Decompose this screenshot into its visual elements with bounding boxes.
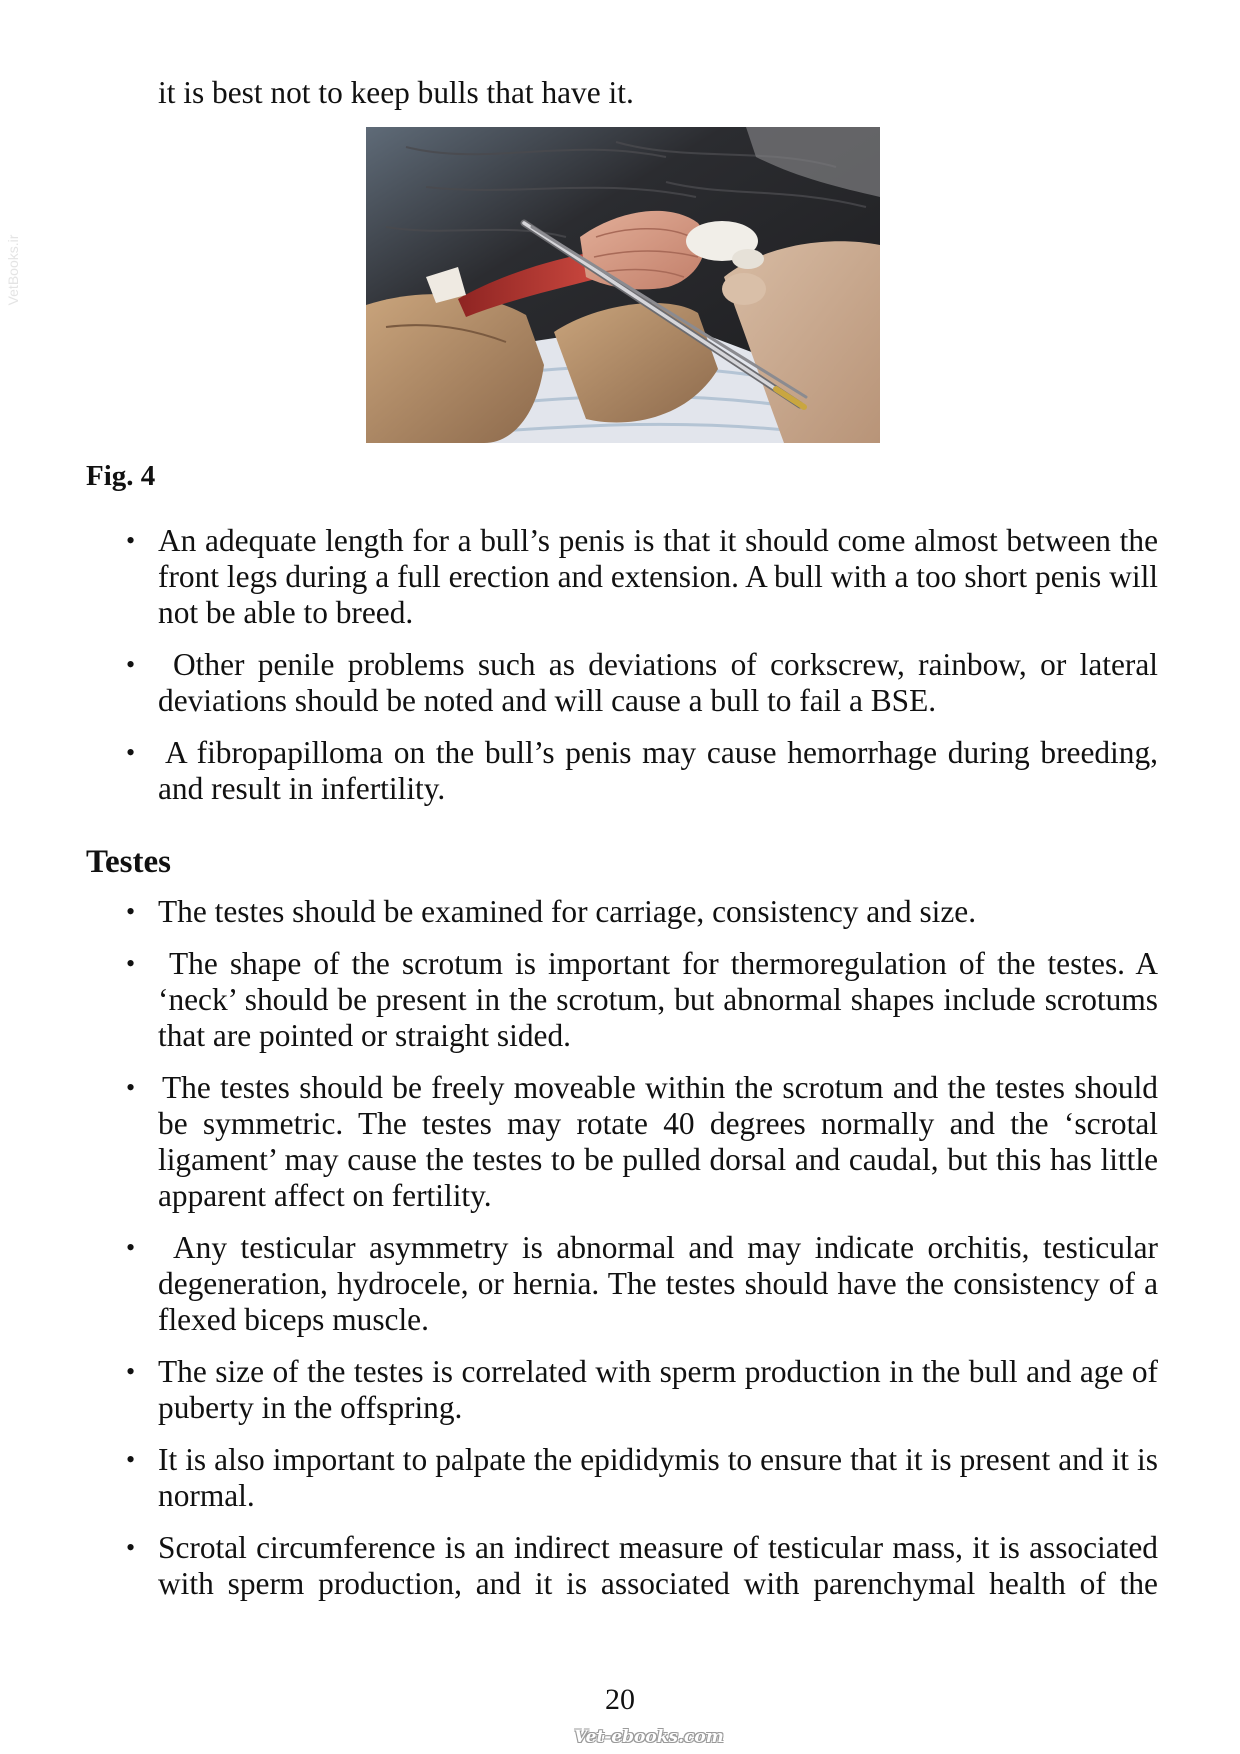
bullet-marker: • bbox=[126, 1533, 136, 1562]
list-item bbox=[126, 894, 1158, 930]
bullet-marker: • bbox=[126, 526, 136, 555]
list-item bbox=[126, 647, 1158, 719]
list-item-text: The testes should be freely moveable within the scrotum and the testes should be symmetric. The testes may rotate 40 degrees normally and the ‘scrotal ligament’ may cause the testes to be pulled dorsal and caudal, but this has little apparent affect on fertility. bbox=[158, 1070, 1158, 1213]
footer-watermark-logo: Vet-ebooks.com bbox=[574, 1727, 724, 1747]
list-item bbox=[126, 735, 1158, 807]
list-item-text: The shape of the scrotum is important for thermoregulation of the testes. A ‘neck’ should be present in the scrotum, but abnormal shapes include scrotums that are pointed or straight sided. bbox=[158, 946, 1158, 1053]
bullet-marker: • bbox=[126, 1073, 136, 1102]
bullet-marker: • bbox=[126, 650, 136, 679]
list-item-text: The size of the testes is correlated with sperm production in the bull and age of puberty in the offspring. bbox=[158, 1354, 1158, 1425]
side-watermark: VetBooks.ir bbox=[5, 234, 21, 306]
bullet-marker: • bbox=[126, 949, 136, 978]
list-item bbox=[126, 946, 1158, 1054]
list-item-text: Scrotal circumference is an indirect measure of testicular mass, it is associated with sperm production, and it is associated with parenchymal health of the bbox=[158, 1530, 1158, 1601]
page-number: 20 bbox=[605, 1683, 635, 1716]
list-item-text: A fibropapilloma on the bull’s penis may cause hemorrhage during breeding, and result in infertility. bbox=[158, 735, 1158, 806]
list-item bbox=[126, 523, 1158, 631]
bullet-marker: • bbox=[126, 1233, 136, 1262]
bullet-marker: • bbox=[126, 1357, 136, 1386]
figure-caption: Fig. 4 bbox=[86, 460, 156, 492]
bullet-marker: • bbox=[126, 738, 136, 767]
list-item bbox=[126, 1230, 1158, 1338]
list-item-text: An adequate length for a bull’s penis is that it should come almost between the front legs during a full erection and extension. A bull with a too short penis will not be able to breed. bbox=[158, 523, 1158, 630]
left-hand bbox=[366, 294, 544, 443]
penis-bullet-list bbox=[126, 523, 1158, 807]
list-item bbox=[126, 1530, 1158, 1602]
figure-photo bbox=[366, 127, 880, 443]
list-item-text: Any testicular asymmetry is abnormal and may indicate orchitis, testicular degeneration, hydrocele, or hernia. The testes should have the consistency of a flexed biceps muscle. bbox=[158, 1230, 1158, 1337]
list-item bbox=[126, 1070, 1158, 1214]
section-heading: Testes bbox=[86, 844, 171, 880]
list-item-text: It is also important to palpate the epididymis to ensure that it is present and it is normal. bbox=[158, 1442, 1158, 1513]
list-item bbox=[126, 1354, 1158, 1426]
list-item-text: The testes should be examined for carriage, consistency and size. bbox=[158, 894, 977, 929]
bullet-marker: • bbox=[126, 897, 136, 926]
list-item bbox=[126, 1442, 1158, 1514]
testes-bullet-list bbox=[126, 894, 1158, 1602]
intro-line: it is best not to keep bulls that have it. bbox=[158, 75, 634, 110]
bullet-marker: • bbox=[126, 1445, 136, 1474]
list-item-text: Other penile problems such as deviations of corkscrew, rainbow, or lateral deviations should be noted and will cause a bull to fail a BSE. bbox=[158, 647, 1158, 718]
